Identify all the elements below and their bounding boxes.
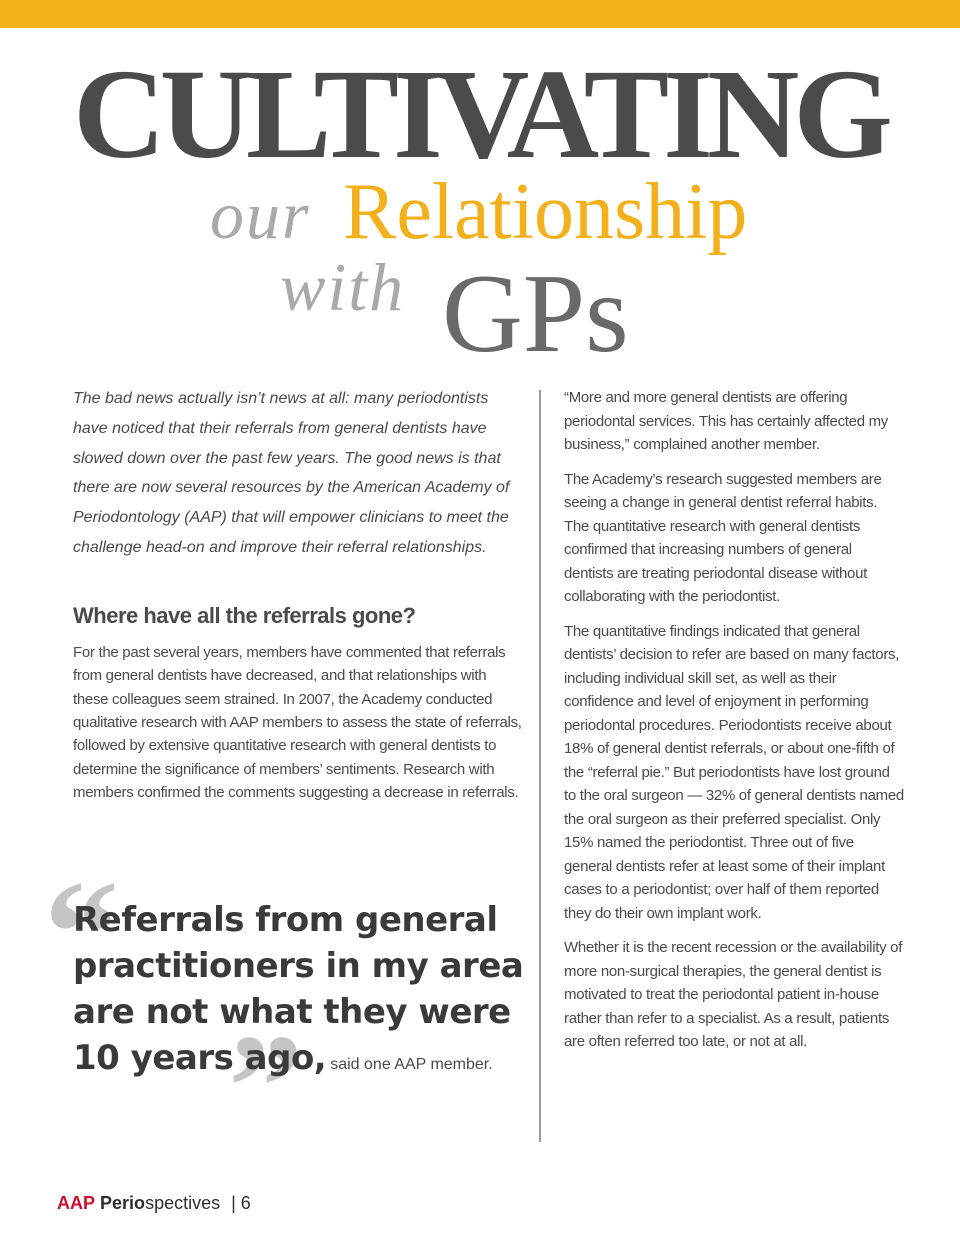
right-paragraph-1: “More and more general dentists are offering periodontal services. This has certainly affected my business,” complained another member.: [564, 389, 889, 453]
column-divider: [539, 390, 541, 1142]
right-paragraph-3: The quantitative findings indicated that general dentists’ decision to refer are based on many factors, including individual skill set, as well as their confidence and level of enjoyment in performing periodontal procedures. Periodontists receive about 18% of general dentist referrals, or about one-fifth of the “referral pie.” But periodontists have lost ground to the oral surgeon — 32% of general dentists named the oral surgeon as their preferred specialist. Only 15% named the periodontist. Three out of five general dentists refer at least some of their implant cases to a periodontist; over half of them reported they do their own implant work.: [564, 622, 904, 922]
top-accent-bar: [0, 0, 960, 28]
left-column: [73, 384, 523, 805]
section-body: For the past several years, members have commented that referrals from general dentists have decreased, and that relationships with these colleagues seem strained. In 2007, the Academy conducted qualitative research with AAP members to assess the state of referrals, followed by extensive quantitative research with general dentists to determine the significance of members’ sentiments. Research with members confirmed the comments suggesting a decrease in referrals.: [73, 643, 522, 802]
pull-quote: [73, 897, 533, 1088]
right-paragraph-4: Whether it is the recent recession or the availability of more non-surgical therapies, the general dentist is motivated to treat the periodontal patient in-house rather than refer to a specialist. As a result, patients are often referred too late, or not at all.: [564, 939, 903, 1050]
title-gps: GPs: [442, 252, 629, 376]
page-number: | 6: [231, 1193, 251, 1213]
intro-paragraph: The bad news actually isn’t news at all: many periodontists have noticed that their referrals from general dentists have slowed down over the past few years. The good news is that there are now several resources by the American Academy of Periodontology (AAP) that will empower clinicians to meet the challenge head-on and improve their referral relationships.: [73, 390, 510, 556]
title-with: with: [280, 249, 406, 325]
footer-perio: Perio: [100, 1193, 146, 1213]
section-heading: Where have all the referrals gone?: [73, 602, 416, 628]
footer-aap: AAP: [57, 1193, 96, 1213]
pull-quote-attribution: said one AAP member.: [330, 1056, 493, 1073]
close-quote-mark: ”: [228, 1004, 303, 1170]
title-cultivating: CULTIVATING: [73, 43, 887, 185]
title-relationship: Relationship: [343, 168, 748, 256]
open-quote-mark: “: [44, 850, 119, 1016]
page-footer: [57, 1191, 251, 1215]
pull-quote-text: Referrals from general practitioners in my area are not what they were 10 years ago,: [73, 900, 524, 1078]
title-our: our: [210, 177, 311, 253]
footer-spectives: spectives: [145, 1193, 221, 1213]
right-column: [564, 386, 904, 1065]
right-paragraph-2: The Academy’s research suggested members are seeing a change in general dentist referral habits. The quantitative research with general dentists confirmed that increasing numbers of general dentists are treating periodontal disease without collaborating with the periodontist.: [564, 470, 882, 605]
